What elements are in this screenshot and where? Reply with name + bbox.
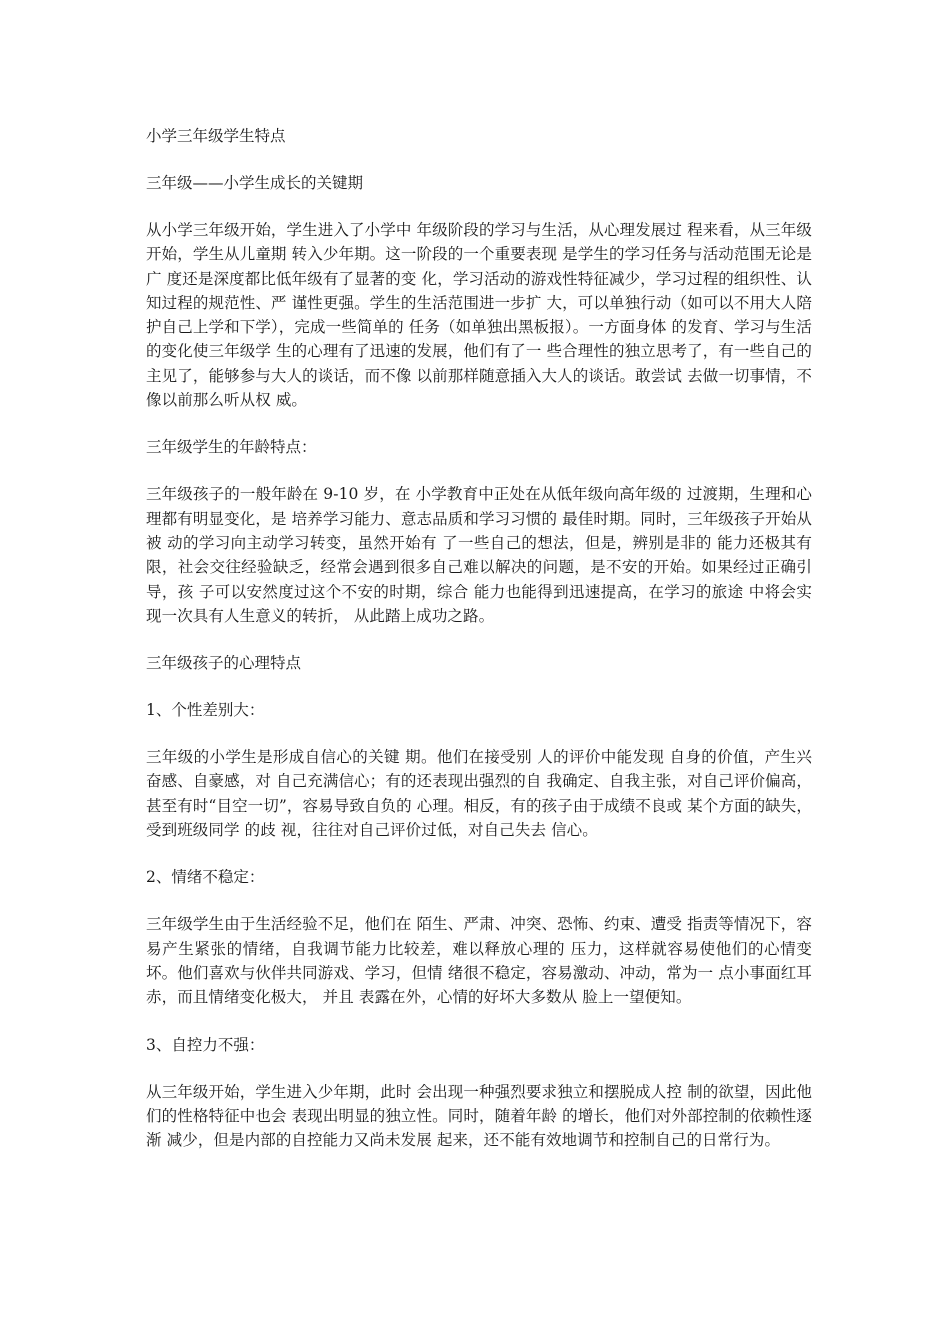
point1-heading: 1、个性差别大：	[146, 701, 265, 720]
age-section-heading: 三年级学生的年龄特点：	[146, 438, 317, 457]
psych-section-heading: 三年级孩子的心理特点	[146, 654, 302, 673]
point2-heading: 2、情绪不稳定：	[146, 868, 265, 887]
intro-paragraph: 从小学三年级开始，学生进入了小学中 年级阶段的学习与生活，从心理发展过 程来看，从三年级开始，学生从儿童期 转入少年期。这一阶段的一个重要表现 是学生的学习任务与活动范围无论是广 度还是深度都比低年级有了显著的变 化，学习活动的游戏性特征减少，学习过程的组织性、认知过程的规范性、严 谨性更强。学生的生活范围进一步扩 大，可以单独行动（如可以不用大人陪 护自己上学和下学），完成一些简单的 任务（如单独出黑板报）。一方面身体 的发育、学习与生活的变化使三年级学 生的心理有了迅速的发展，他们有了一 些合理性的独立思考了，有一些自己的 主见了，能够参与大人的谈话，而不像 以前那样随意插入大人的谈话。敢尝试 去做一切事情，不像以前那么听从权 威。	[146, 221, 812, 410]
point3-paragraph: 从三年级开始，学生进入少年期，此时 会出现一种强烈要求独立和摆脱成人控 制的欲望，因此他们的性格特征中也会 表现出明显的独立性。同时，随着年龄 的增长，他们对外部控制的依赖性逐渐 减少，但是内部的自控能力又尚未发展 起来，还不能有效地调节和控制自己的日常行为。	[146, 1082, 812, 1150]
point1-paragraph: 三年级的小学生是形成自信心的关键 期。他们在接受别 人的评价中能发现 自身的价值，产生兴奋感、自豪感，对 自己充满信心；有的还表现出强烈的自 我确定、自我主张，对自己评价偏高， 甚至有时“目空一切”，容易导致自负的 心理。相反，有的孩子由于成绩不良或 某个方面的缺失，受到班级同学 的歧 视，往往对自己评价过低，对自己失去 信心。	[146, 748, 812, 840]
document-subtitle: 三年级——小学生成长的关键期	[146, 174, 364, 192]
document-title: 小学三年级学生特点	[146, 127, 286, 145]
document-page	[146, 124, 812, 1175]
age-section-paragraph: 三年级孩子的一般年龄在 9-10 岁，在 小学教育中正处在从低年级向高年级的 过渡期，生理和心理都有明显变化，是 培养学习能力、意志品质和学习习惯的 最佳时期。同时，三年级孩子开始从被 动的学习向主动学习转变，虽然开始有 了一些自己的想法，但是，辨别是非的 能力还极其有限，社会交往经验缺乏，经常会遇到很多自己难以解决的问题，是不安的开始。如果经过正确引导，孩 子可以安然度过这个不安的时期，综合 能力也能得到迅速提高，在学习的旅途 中将会实现一次具有人生意义的转折， 从此踏上成功之路。	[146, 485, 812, 625]
point2-paragraph: 三年级学生由于生活经验不足，他们在 陌生、严肃、冲突、恐怖、约束、遭受 指责等情况下，容易产生紧张的情绪，自我调节能力比较差，难以释放心理的 压力，这样就容易使他们的心情变坏。他们喜欢与伙伴共同游戏、学习，但情 绪很不稳定，容易激动、冲动，常为一 点小事面红耳赤，而且情绪变化极大， 并且 表露在外，心情的好坏大多数从 脸上一望便知。	[146, 915, 812, 1007]
point3-heading: 3、自控力不强：	[146, 1035, 265, 1054]
